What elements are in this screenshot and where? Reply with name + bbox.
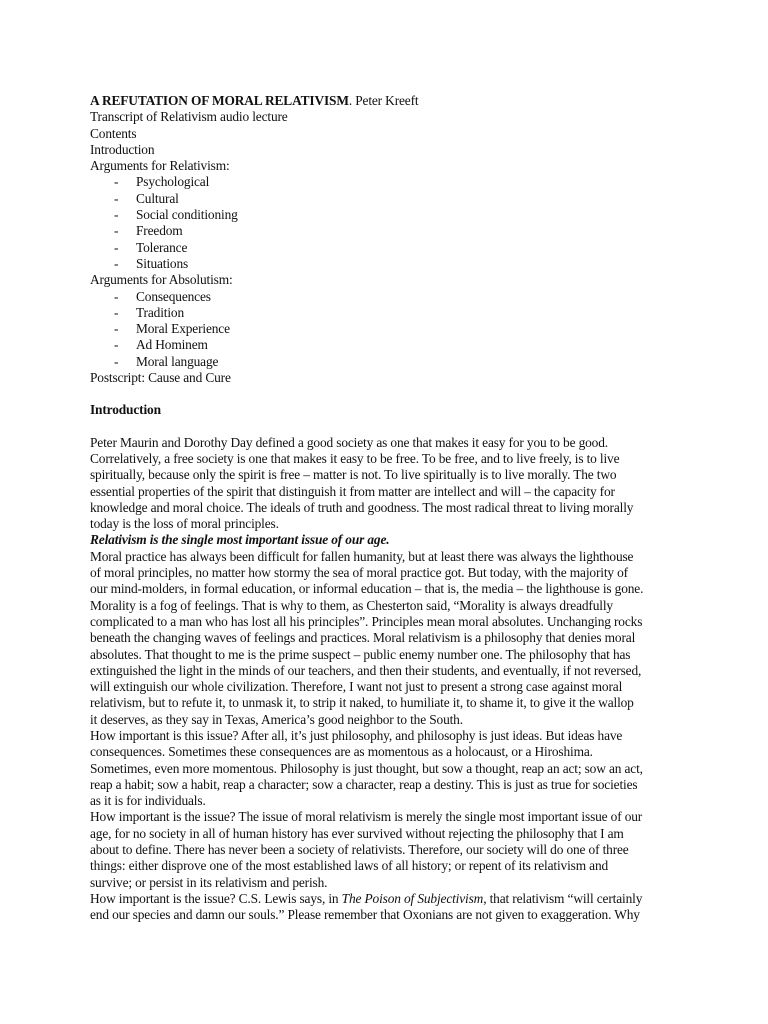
toc-postscript: Postscript: Cause and Cure	[90, 370, 231, 386]
toc-item: - Ad Hominem	[114, 337, 208, 353]
toc-absolutism-heading: Arguments for Absolutism:	[90, 272, 233, 288]
book-title: The Poison of Subjectivism	[341, 890, 484, 906]
toc-item: - Moral Experience	[114, 321, 230, 337]
document-subtitle: Transcript of Relativism audio lecture	[90, 109, 288, 125]
toc-introduction: Introduction	[90, 141, 155, 157]
toc-item: - Tradition	[114, 304, 185, 320]
paragraph-5: How important is the issue? C.S. Lewis says, in The Poison of Subjectivism, that relativism “will certainly end our species and damn our souls.” Please remember that Oxonians are not given to exaggeration. Why	[90, 890, 643, 923]
toc-item: - Freedom	[114, 223, 183, 239]
toc-item: - Tolerance	[114, 239, 188, 255]
toc-item: - Moral language	[114, 353, 219, 369]
toc-item: - Situations	[114, 255, 189, 271]
contents-label: Contents	[90, 125, 137, 141]
toc-item: - Cultural	[114, 190, 179, 206]
toc-relativism-heading: Arguments for Relativism:	[90, 158, 230, 174]
title-line	[90, 93, 690, 109]
toc-absolutism-list	[90, 289, 690, 370]
document-page	[90, 93, 690, 924]
toc-item: - Consequences	[114, 288, 211, 304]
section-heading: Introduction	[90, 402, 161, 418]
emphasis-statement: Relativism is the single most important issue of our age.	[90, 532, 390, 548]
paragraph-3: How important is this issue? After all, it’s just philosophy, and philosophy is just ideas. But ideas have consequences. Sometimes these consequences are as momentous as a holocaust, or a Hiroshima. Sometimes, even more momentous. Philosophy is just thought, but sow a thought, reap an act; sow an act, reap a habit; sow a habit, reap a character; sow a character, reap a destiny. This is just as true for societies as it is for individuals.	[90, 727, 643, 809]
document-author: . Peter Kreeft	[348, 93, 419, 108]
document-title: A REFUTATION OF MORAL RELATIVISM	[90, 93, 349, 108]
paragraph-4: How important is the issue? The issue of moral relativism is merely the single most important issue of our age, for no society in all of human history has ever survived without rejecting the philosophy that I am about to define. There has never been a society of relativists. Therefore, our society will do one of three things: either disprove one of the most established laws of all history; or repent of its relativism and survive; or persist in its relativism and perish.	[90, 809, 643, 890]
toc-relativism-list	[90, 174, 690, 272]
paragraph-2: Moral practice has always been difficult for fallen humanity, but at least there was always the lighthouse of moral principles, no matter how stormy the sea of moral practice got. But today, with the majority of our mind-molders, in formal education, or informal education – that is, the media – the lighthouse is gone. Morality is a fog of feelings. That is why to them, as Chesterton said, “Morality is always dreadfully complicated to a man who has lost all his principles”. Principles mean moral absolutes. Unchanging rocks beneath the changing waves of feelings and practices. Moral relativism is a philosophy that denies moral absolutes. That thought to me is the prime suspect – public enemy number one. The philosophy that has extinguished the light in the minds of our teachers, and then their students, and eventually, if not reversed, will extinguish our whole civilization. Therefore, I want not just to present a strong case against moral relativism, but to refute it, to unmask it, to strip it naked, to humiliate it, to shame it, to give it the wallop it deserves, as they say in Texas, America’s good neighbor to the South.	[90, 548, 644, 727]
paragraph-1: Peter Maurin and Dorothy Day defined a good society as one that makes it easy for you to be good. Correlatively, a free society is one that makes it easy to be free. To be free, and to live freely, is to live spiritually, because only the spirit is free – matter is not. To live spiritually is to live morally. The two essential properties of the spirit that distinguish it from matter are intellect and will – the capacity for knowledge and moral choice. The ideals of truth and goodness. The most radical threat to living morally today is the loss of moral principles.	[90, 434, 634, 532]
toc-item: - Psychological	[114, 174, 210, 190]
toc-item: - Social conditioning	[114, 207, 238, 223]
